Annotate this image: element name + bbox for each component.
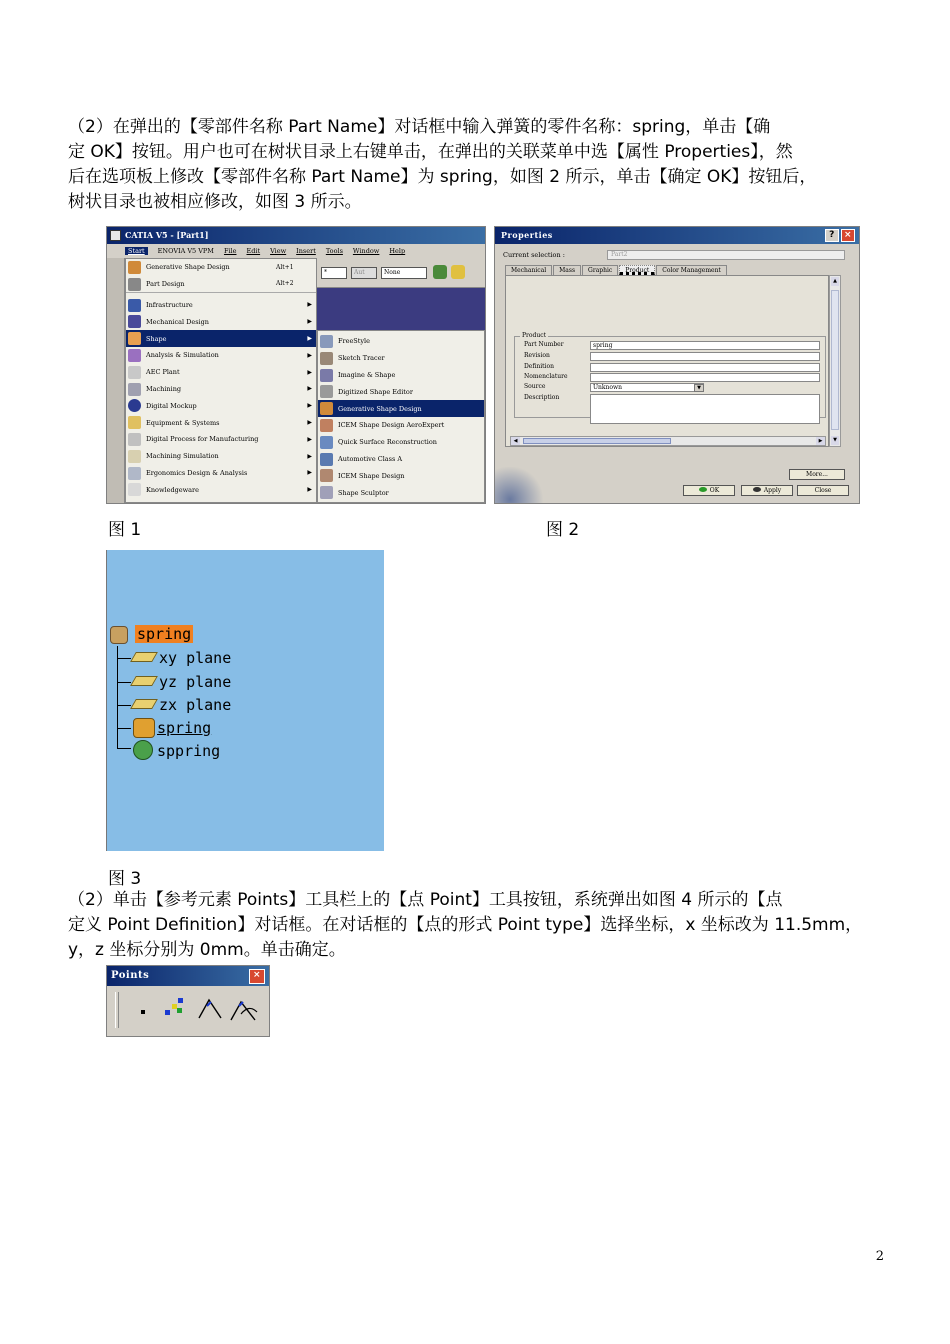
- tree-connector: [117, 658, 131, 659]
- figure-4-points-toolbar: [106, 965, 270, 1037]
- shape-submenu: [317, 330, 485, 503]
- submenu-item-quick-surface[interactable]: [318, 434, 484, 451]
- tab-graphic[interactable]: Graphic: [582, 265, 618, 275]
- submenu-arrow-icon: ▶: [307, 335, 312, 343]
- menu-item-label: Infrastructure: [146, 300, 193, 309]
- start-menu: [125, 258, 317, 503]
- catia-app-icon: [110, 230, 121, 241]
- submenu-item-automotive-class-a[interactable]: [318, 451, 484, 468]
- more-button[interactable]: More...: [789, 469, 845, 480]
- scroll-up-icon[interactable]: ▲: [831, 277, 839, 286]
- dialog-title: Properties: [501, 230, 553, 240]
- submenu-arrow-icon: ▶: [307, 452, 312, 460]
- toolbar-title: Points: [111, 970, 150, 981]
- menu-item-equipment-systems[interactable]: [126, 414, 316, 431]
- submenu-arrow-icon: ▶: [307, 402, 312, 410]
- tree-node-yz-plane[interactable]: yz plane: [159, 673, 232, 691]
- scroll-down-icon[interactable]: ▼: [831, 436, 839, 445]
- product-group-label: Product: [522, 332, 546, 339]
- menu-enovia[interactable]: ENOVIA V5 VPM: [157, 247, 214, 255]
- ok-label: OK: [709, 487, 720, 494]
- submenu-arrow-icon: ▶: [307, 469, 312, 477]
- paragraph-intro: [68, 115, 883, 215]
- tree-node-sppring[interactable]: sppring: [157, 742, 221, 760]
- text-line: 定 OK】按钮。用户也可在树状目录上右键单击，在弹出的关联菜单中选【属性 Properties】，然: [68, 142, 793, 162]
- part-design-icon: [128, 278, 141, 291]
- apply-label: Apply: [763, 487, 782, 494]
- digital-process-icon: [128, 433, 141, 446]
- field-label-nomenclature: Nomenclature: [524, 373, 568, 380]
- current-selection-row: [503, 251, 565, 259]
- menu-item-label: Generative Shape Design: [146, 263, 230, 272]
- apply-indicator-icon: [753, 487, 761, 492]
- shape-icon: [128, 332, 141, 345]
- menu-item-aec-plant[interactable]: [126, 364, 316, 381]
- plane-icon: [130, 676, 158, 686]
- menu-item-label: Machining Simulation: [146, 452, 219, 461]
- scroll-thumb[interactable]: [523, 438, 671, 444]
- submenu-item-icem-shape-design[interactable]: [318, 467, 484, 484]
- shape-sculptor-icon: [320, 486, 333, 499]
- imagine-shape-icon: [320, 369, 333, 382]
- menu-item-knowledgeware[interactable]: [126, 481, 316, 498]
- field-label-part-number: Part Number: [524, 341, 564, 348]
- submenu-item-shape-sculptor[interactable]: [318, 484, 484, 501]
- menu-edit[interactable]: Edit: [246, 247, 261, 255]
- close-icon[interactable]: ×: [249, 969, 265, 984]
- menu-item-label: Shape: [146, 334, 167, 343]
- submenu-arrow-icon: ▶: [307, 368, 312, 376]
- menu-item-label: Equipment & Systems: [146, 418, 220, 427]
- submenu-item-icem-aeroexpert[interactable]: [318, 417, 484, 434]
- submenu-item-freestyle[interactable]: [318, 333, 484, 350]
- automotive-icon: [320, 453, 333, 466]
- point-icon[interactable]: [141, 1010, 145, 1014]
- aec-plant-icon: [128, 366, 141, 379]
- submenu-arrow-icon: ▶: [307, 301, 312, 309]
- horizontal-scrollbar[interactable]: [510, 436, 826, 446]
- text-line: 树状目录也被相应修改，如图 3 所示。: [68, 192, 362, 212]
- current-selection-field[interactable]: Part2: [607, 250, 845, 260]
- chevron-down-icon[interactable]: ▼: [694, 384, 704, 392]
- scroll-right-icon[interactable]: ▶: [816, 437, 825, 445]
- part-icon: [110, 626, 128, 644]
- text-line: 后在选项板上修改【零部件名称 Part Name】为 spring，如图 2 所示，单击【确定 OK】按钮后，: [68, 167, 817, 187]
- source-select[interactable]: Unknown: [590, 383, 704, 392]
- submenu-item-digitized-shape-editor[interactable]: [318, 383, 484, 400]
- tree-connector: [117, 682, 131, 683]
- points-creation-repetition-icon[interactable]: [163, 994, 189, 1020]
- menu-insert[interactable]: Insert: [296, 247, 316, 255]
- geometrical-set-icon: [133, 718, 155, 738]
- caption-fig3: 图 3: [108, 869, 142, 889]
- tree-node-xy-plane[interactable]: xy plane: [159, 649, 232, 667]
- submenu-arrow-icon: ▶: [307, 435, 312, 443]
- menu-item-part-design[interactable]: [126, 276, 316, 293]
- plane-icon: [130, 652, 158, 662]
- definition-input[interactable]: [590, 363, 820, 372]
- tab-mass[interactable]: Mass: [553, 265, 581, 275]
- close-button[interactable]: Close: [797, 485, 849, 496]
- text-line: （2）在弹出的【零部件名称 Part Name】对话框中输入弹簧的零件名称：spring，单击【确: [68, 117, 771, 137]
- ok-button[interactable]: [683, 485, 735, 496]
- menu-item-digital-process[interactable]: [126, 431, 316, 448]
- menu-item-infrastructure[interactable]: [126, 297, 316, 314]
- digital-mockup-icon: [128, 399, 141, 412]
- menu-window[interactable]: Window: [352, 247, 380, 255]
- text-line: （2）单击【参考元素 Points】工具栏上的【点 Point】工具按钮，系统弹出如图 4 所示的【点: [68, 890, 783, 910]
- current-selection-label: Current selection :: [503, 251, 565, 259]
- menu-bar: [107, 244, 485, 258]
- menu-item-label: Ergonomics Design & Analysis: [146, 468, 248, 477]
- menu-item-label: Quick Surface Reconstruction: [338, 438, 437, 447]
- workspace-background: [317, 288, 485, 330]
- machining-simulation-icon: [128, 450, 141, 463]
- submenu-arrow-icon: ▶: [307, 351, 312, 359]
- window-title: CATIA V5 - [Part1]: [125, 230, 209, 240]
- tab-color-management[interactable]: Color Management: [656, 265, 727, 275]
- field-label-description: Description: [524, 394, 560, 401]
- properties-title-bar: [495, 227, 859, 244]
- catia-title-bar: [107, 227, 485, 244]
- mechanical-design-icon: [128, 315, 141, 328]
- apply-button[interactable]: [741, 485, 793, 496]
- menu-item-label: ICEM Shape Design: [338, 471, 405, 480]
- menu-item-ergonomics[interactable]: [126, 465, 316, 482]
- menu-item-label: Mechanical Design: [146, 317, 209, 326]
- submenu-item-sketch-tracer[interactable]: [318, 350, 484, 367]
- paragraph-points: [68, 888, 883, 963]
- infrastructure-icon: [128, 299, 141, 312]
- menu-item-label: Generative Shape Design: [338, 404, 422, 413]
- menu-item-generative-shape-design[interactable]: [126, 259, 316, 276]
- points-title-bar: [107, 966, 269, 986]
- menu-item-mechanical-design[interactable]: [126, 313, 316, 330]
- menu-view[interactable]: View: [270, 247, 287, 255]
- tree-connector: [117, 646, 118, 748]
- submenu-arrow-icon: ▶: [307, 318, 312, 326]
- gsd-icon: [128, 261, 141, 274]
- menu-item-label: Knowledgeware: [146, 485, 200, 494]
- left-tool-strip: [107, 258, 125, 503]
- scroll-thumb[interactable]: [831, 290, 839, 430]
- scroll-left-icon[interactable]: ◀: [511, 437, 520, 445]
- digitized-shape-icon: [320, 385, 333, 398]
- menu-start[interactable]: Start: [125, 247, 148, 255]
- menu-item-label: ICEM Shape Design AeroExpert: [338, 421, 445, 430]
- menu-item-label: Automotive Class A: [338, 454, 403, 463]
- menu-file[interactable]: File: [223, 247, 237, 255]
- submenu-arrow-icon: ▶: [307, 419, 312, 427]
- menu-item-label: Imagine & Shape: [338, 370, 396, 379]
- description-input[interactable]: [590, 394, 820, 424]
- caption-fig2: 图 2: [546, 520, 580, 540]
- menu-item-digital-mockup[interactable]: [126, 397, 316, 414]
- analysis-icon: [128, 349, 141, 362]
- menu-item-machining-simulation[interactable]: [126, 448, 316, 465]
- tree-root-spring[interactable]: spring: [137, 625, 192, 643]
- sketch-tracer-icon: [320, 352, 333, 365]
- field-label-revision: Revision: [524, 352, 550, 359]
- tab-strip: [505, 265, 827, 275]
- tree-connector: [117, 748, 131, 749]
- ergonomics-icon: [128, 467, 141, 480]
- figure-1-catia-window: [106, 226, 486, 504]
- tree-connector: [117, 705, 131, 706]
- select-aut[interactable]: Aut: [351, 267, 377, 279]
- submenu-arrow-icon: ▶: [307, 486, 312, 494]
- page-number: 2: [875, 1249, 884, 1264]
- menu-item-label: AEC Plant: [146, 368, 180, 377]
- machining-icon: [128, 383, 141, 396]
- submenu-item-generative-shape-design[interactable]: [318, 400, 484, 417]
- submenu-arrow-icon: ▶: [307, 385, 312, 393]
- text-line: y，z 坐标分别为 0mm。单击确定。: [68, 940, 346, 960]
- menu-item-analysis-simulation[interactable]: [126, 347, 316, 364]
- figure-2-properties-dialog: [494, 226, 860, 504]
- select-none[interactable]: None: [381, 267, 427, 279]
- menu-item-label: Digital Mockup: [146, 401, 197, 410]
- menu-item-label: Digitized Shape Editor: [338, 387, 413, 396]
- tab-mechanical[interactable]: Mechanical: [505, 265, 552, 275]
- tool-icon[interactable]: [433, 265, 447, 279]
- text-line: 定义 Point Definition】对话框。在对话框的【点的形式 Point type】选择坐标，x 坐标改为 11.5mm，: [68, 915, 863, 935]
- catia-logo: [495, 467, 545, 503]
- toolbar-grip: [115, 992, 119, 1028]
- knowledgeware-icon: [128, 483, 141, 496]
- extremum-icon[interactable]: [197, 994, 225, 1022]
- figure-3-spec-tree: [106, 550, 384, 851]
- menu-item-label: Machining: [146, 384, 182, 393]
- tree-node-spring[interactable]: spring: [157, 719, 212, 737]
- field-label-definition: Definition: [524, 363, 554, 370]
- menu-item-label: Part Design: [146, 279, 185, 288]
- menu-item-label: Analysis & Simulation: [146, 351, 219, 360]
- tab-product[interactable]: Product: [619, 265, 655, 275]
- select-filter[interactable]: *: [321, 267, 347, 279]
- help-icon[interactable]: ?: [825, 229, 839, 242]
- vertical-scrollbar[interactable]: [829, 275, 841, 447]
- body-icon: [133, 740, 153, 760]
- menu-item-machining[interactable]: [126, 381, 316, 398]
- nomenclature-input[interactable]: [590, 373, 820, 382]
- tree-node-zx-plane[interactable]: zx plane: [159, 696, 232, 714]
- menu-shortcut: Alt+1: [276, 263, 294, 271]
- menu-item-label: FreeStyle: [338, 337, 370, 346]
- part-number-input[interactable]: spring: [590, 341, 820, 350]
- menu-help[interactable]: Help: [389, 247, 406, 255]
- plane-icon: [130, 699, 158, 709]
- menu-item-label: Sketch Tracer: [338, 354, 385, 363]
- product-panel: [505, 275, 829, 447]
- tree-connector: [117, 728, 131, 729]
- close-icon[interactable]: ×: [841, 229, 855, 242]
- extremum-polar-icon[interactable]: [229, 994, 259, 1024]
- caption-fig1: 图 1: [108, 520, 142, 540]
- field-label-source: Source: [524, 383, 546, 390]
- icem-aero-icon: [320, 419, 333, 432]
- icem-shape-icon: [320, 469, 333, 482]
- gsd-icon: [320, 402, 333, 415]
- menu-shortcut: Alt+2: [276, 280, 294, 288]
- ok-indicator-icon: [699, 487, 707, 492]
- submenu-item-imagine-shape[interactable]: [318, 367, 484, 384]
- freestyle-icon: [320, 335, 333, 348]
- menu-item-shape[interactable]: [126, 330, 316, 347]
- tool-icon[interactable]: [451, 265, 465, 279]
- menu-tools[interactable]: Tools: [325, 247, 343, 255]
- quick-surface-icon: [320, 436, 333, 449]
- menu-item-label: Shape Sculptor: [338, 488, 389, 497]
- equipment-icon: [128, 416, 141, 429]
- revision-input[interactable]: [590, 352, 820, 361]
- menu-item-label: Digital Process for Manufacturing: [146, 435, 259, 444]
- toolbar: [317, 258, 485, 288]
